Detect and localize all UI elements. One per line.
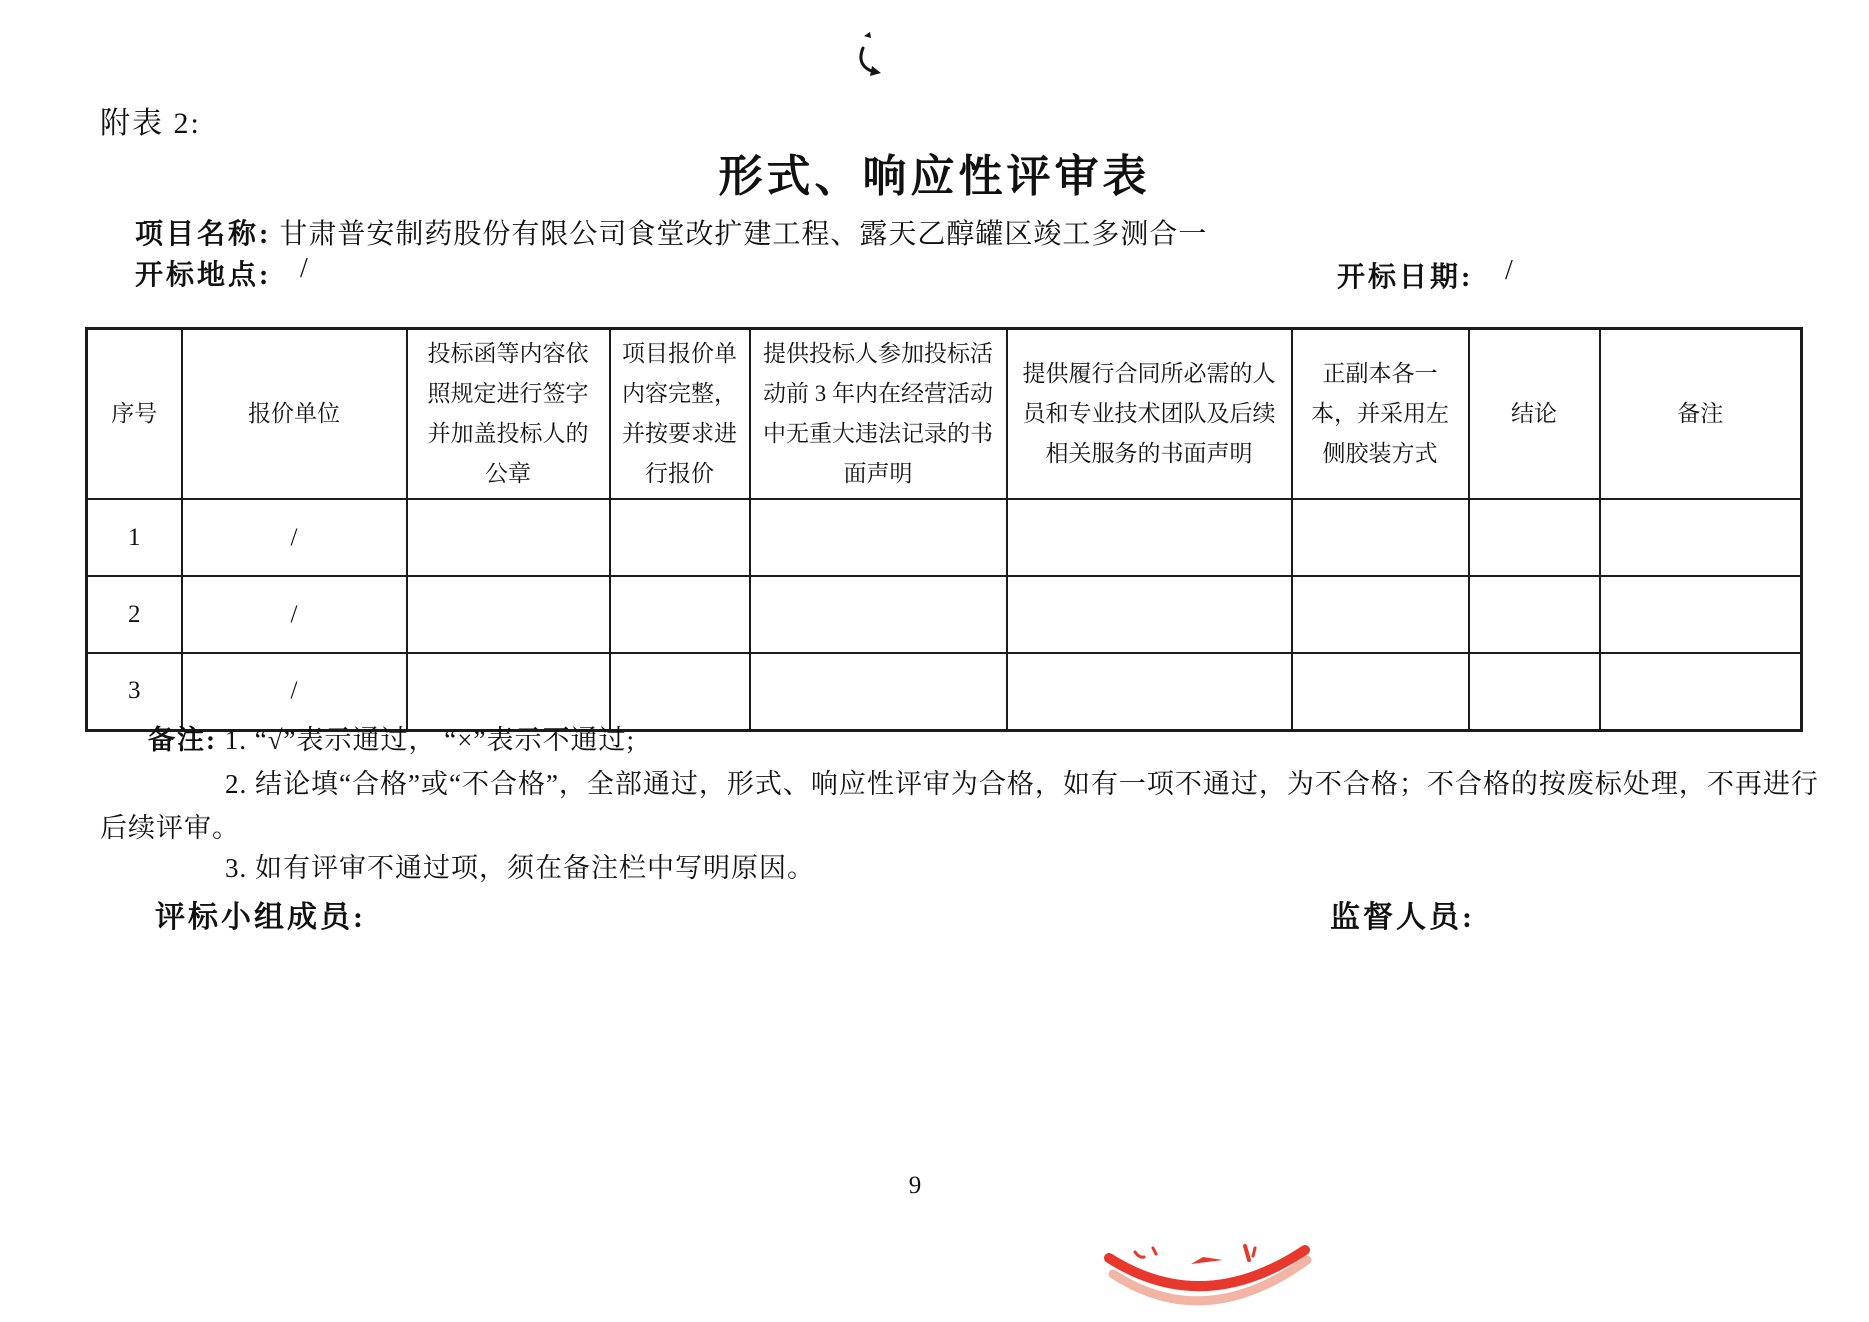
page-title: 形式、响应性评审表 (718, 152, 1151, 201)
row-unit-cell: / (182, 653, 407, 730)
row-empty-cell (1292, 576, 1469, 653)
row-empty-cell (1600, 653, 1802, 730)
row-empty-cell (1007, 499, 1292, 576)
notes-label: 备注: (148, 725, 217, 755)
notes-line-2: 2. 结论填“合格”或“不合格”，全部通过，形式、响应性评审为合格，如有一项不通过，为不合格；不合格的按废标处理，不再进行 (225, 769, 1819, 799)
project-name-line (135, 212, 1207, 252)
project-name-label: 项目名称: (135, 219, 272, 250)
row-empty-cell (750, 576, 1007, 653)
row-empty-cell (1007, 653, 1292, 730)
header-cell-no-violation: 提供投标人参加投标活动前 3 年内在经营活动中无重大违法记录的书面声明 (750, 329, 1007, 500)
row-empty-cell (1469, 576, 1600, 653)
bid-location-label: 开标地点: (135, 260, 272, 291)
row-empty-cell (610, 499, 750, 576)
bid-date-label: 开标日期: (1337, 262, 1474, 293)
row-empty-cell (750, 653, 1007, 730)
notes-line-1 (148, 718, 635, 757)
row-empty-cell (1600, 499, 1802, 576)
table-row (87, 499, 1802, 576)
notes-line-2-continuation: 后续评审。 (100, 813, 240, 843)
header-cell-conclusion: 结论 (1469, 329, 1600, 500)
header-cell-bidder: 报价单位 (182, 329, 407, 500)
row-empty-cell (407, 576, 610, 653)
row-empty-cell (1469, 499, 1600, 576)
row-seq-cell: 2 (87, 576, 182, 653)
bid-location-value: / (300, 253, 308, 284)
header-cell-signature-seal: 投标函等内容依照规定进行签字并加盖投标人的公章 (407, 329, 610, 500)
row-empty-cell (750, 499, 1007, 576)
evaluation-committee-label: 评标小组成员: (155, 901, 366, 934)
notes-line-3: 3. 如有评审不通过项，须在备注栏中写明原因。 (225, 853, 815, 883)
project-name-value: 甘肃普安制药股份有限公司食堂改扩建工程、露天乙醇罐区竣工多测合一 (279, 219, 1208, 250)
row-empty-cell (407, 499, 610, 576)
row-empty-cell (1469, 653, 1600, 730)
table-header-row (87, 329, 1802, 500)
row-unit-cell: / (182, 499, 407, 576)
review-table (85, 327, 1803, 732)
header-cell-personnel: 提供履行合同所必需的人员和专业技术团队及后续相关服务的书面声明 (1007, 329, 1292, 500)
bid-date-value: / (1505, 255, 1513, 286)
table-row (87, 576, 1802, 653)
row-empty-cell (610, 576, 750, 653)
page-number: 9 (908, 1172, 922, 1199)
row-empty-cell (1292, 499, 1469, 576)
notes-line-1-text: 1. “√”表示通过， “×”表示不通过; (224, 725, 635, 755)
red-seal-fragment (1095, 1238, 1325, 1322)
row-empty-cell (1007, 576, 1292, 653)
header-cell-remarks: 备注 (1600, 329, 1802, 500)
attachment-label: 附表 2: (100, 107, 201, 140)
row-empty-cell (1600, 576, 1802, 653)
header-cell-binding: 正副本各一本，并采用左侧胶装方式 (1292, 329, 1469, 500)
supervisor-label: 监督人员: (1330, 901, 1475, 934)
row-seq-cell: 1 (87, 499, 182, 576)
header-cell-seq: 序号 (87, 329, 182, 500)
scan-artifact-mark (850, 28, 896, 84)
row-seq-cell: 3 (87, 653, 182, 730)
row-empty-cell (1292, 653, 1469, 730)
row-unit-cell: / (182, 576, 407, 653)
header-cell-quotation: 项目报价单内容完整，并按要求进行报价 (610, 329, 750, 500)
